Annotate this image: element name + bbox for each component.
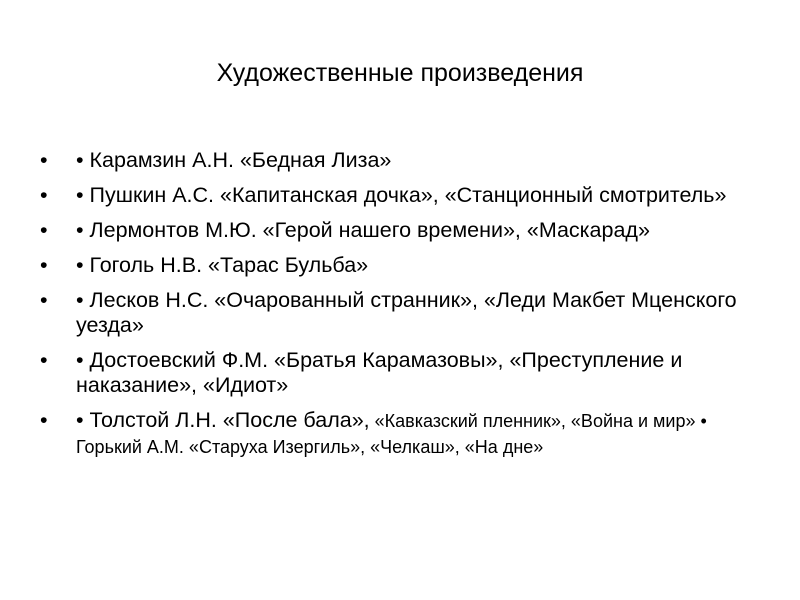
list-item (40, 218, 760, 243)
list-item-text: • Гоголь Н.В. «Тарас Бульба» (76, 253, 369, 277)
list-item (40, 408, 760, 460)
bullet-icon: • (40, 148, 48, 172)
slide-title: Художественные произведения (216, 59, 584, 87)
list-item-text: • Карамзин А.Н. «Бедная Лиза» (76, 148, 392, 172)
bullet-icon: • (40, 348, 48, 372)
list-item-text: • Лесков Н.С. «Очарованный странник», «Леди Макбет Мценского уезда» (76, 288, 737, 337)
list-item (40, 148, 760, 173)
list-item-text: • Пушкин А.С. «Капитанская дочка», «Станционный смотритель» (76, 183, 727, 207)
bullet-list (40, 148, 760, 470)
list-item-text: • Достоевский Ф.М. «Братья Карамазовы», «Преступление и наказание», «Идиот» (76, 348, 683, 397)
list-item (40, 348, 760, 398)
list-item (40, 253, 760, 278)
list-item (40, 183, 760, 208)
list-item-text-small: «Кавказский пленник», «Война и мир» • Горький А.М. «Старуха Изергиль», «Челкаш», «На дне» (76, 411, 707, 457)
bullet-icon: • (40, 253, 48, 277)
bullet-icon: • (40, 408, 48, 432)
bullet-icon: • (40, 218, 48, 242)
bullet-icon: • (40, 183, 48, 207)
list-item (40, 288, 760, 338)
list-item-text: • Лермонтов М.Ю. «Герой нашего времени», «Маскарад» (76, 218, 650, 242)
list-item-text: • Толстой Л.Н. «После бала», (76, 408, 370, 432)
bullet-icon: • (40, 288, 48, 312)
